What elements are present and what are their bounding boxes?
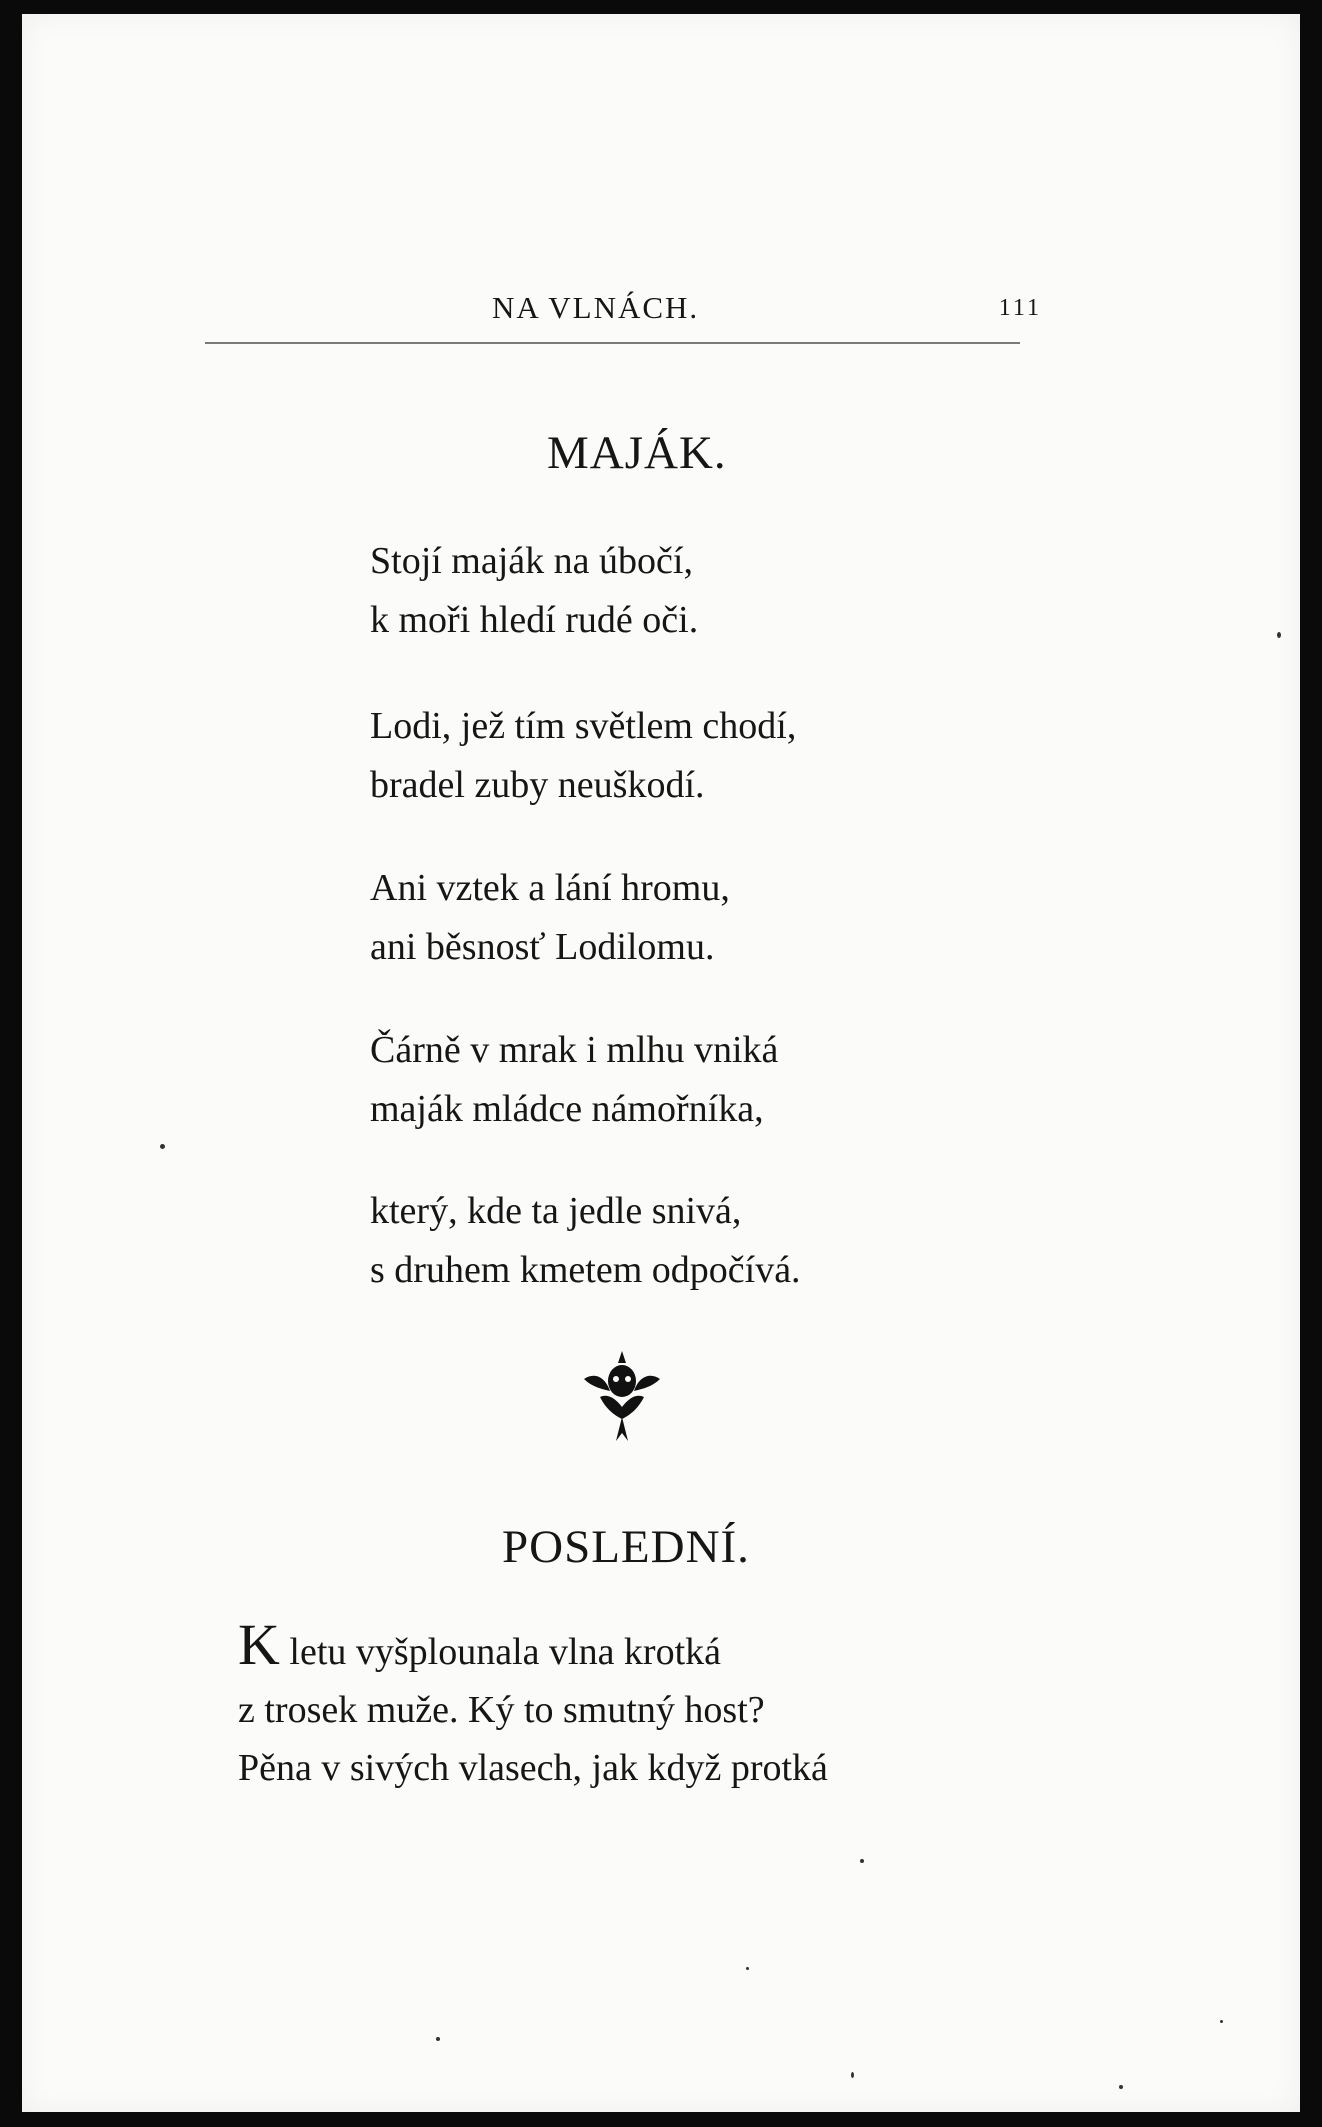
verse-line: Lodi, jež tím světlem chodí, — [370, 705, 797, 747]
verse-line: k moři hledí rudé oči. — [370, 599, 699, 641]
drop-capital: K — [238, 1612, 280, 1677]
verse-line: Ani vztek a lání hromu, — [370, 867, 730, 909]
stanza-4 — [370, 1021, 778, 1139]
verse-line: Pěna v sivých vlasech, jak když protká — [238, 1747, 828, 1789]
paper-speck — [160, 1144, 165, 1149]
fleuron-ornament-icon — [582, 1349, 662, 1444]
verse-line: ani běsnosť Lodilomu. — [370, 926, 715, 968]
verse-line: Čárně v mrak i mlhu vniká — [370, 1029, 779, 1071]
paper-speck — [746, 1967, 749, 1970]
running-head — [227, 285, 1042, 345]
page-number: 111 — [998, 295, 1042, 321]
paper-speck — [1220, 2020, 1223, 2023]
verse-line-rest: letu vyšplounala vlna krotká — [279, 1631, 722, 1673]
running-title: NA VLNÁCH. — [492, 290, 700, 325]
poem-title-posledni: POSLEDNÍ. — [502, 1521, 750, 1573]
paper-speck — [1277, 632, 1281, 638]
stanza-5 — [370, 1182, 801, 1300]
verse-line: Stojí maják na úbočí, — [370, 540, 693, 582]
verse-line: s druhem kmetem odpočívá. — [370, 1249, 801, 1291]
poem-posledni-text — [238, 1612, 828, 1797]
stanza-2 — [370, 697, 796, 815]
paper-speck — [1119, 2085, 1123, 2089]
paper-speck — [860, 1859, 864, 1863]
paper-speck — [436, 2037, 440, 2041]
paper-speck — [851, 2072, 854, 2078]
book-page — [22, 14, 1300, 2112]
verse-line: maják mládce námořníka, — [370, 1088, 764, 1130]
verse-line-first — [238, 1612, 828, 1681]
stanza-3 — [370, 859, 730, 977]
verse-line: z trosek muže. Ký to smutný host? — [238, 1689, 765, 1731]
verse-line: který, kde ta jedle snivá, — [370, 1190, 742, 1232]
header-rule — [205, 342, 1020, 344]
poem-title-majak: MAJÁK. — [547, 427, 727, 479]
verse-line: bradel zuby neuškodí. — [370, 764, 705, 806]
stanza-1 — [370, 532, 698, 650]
